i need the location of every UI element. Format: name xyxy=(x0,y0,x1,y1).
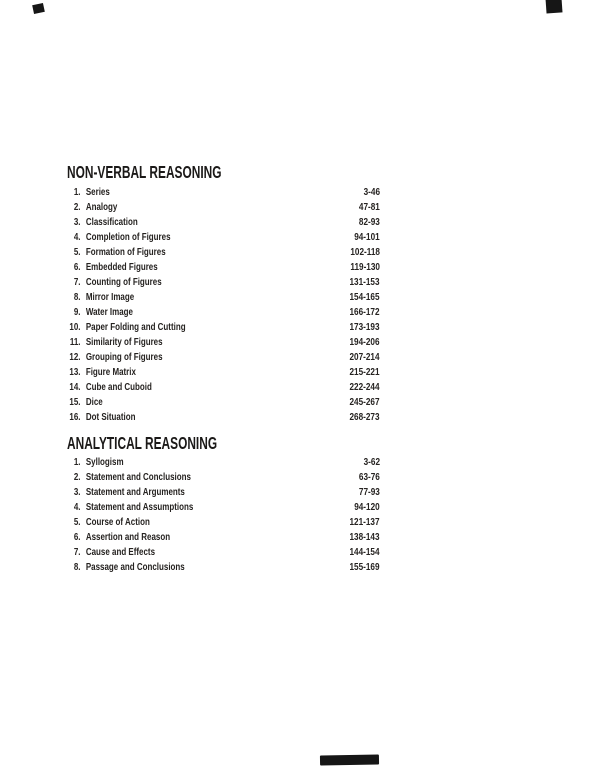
entry-number: 4. xyxy=(73,501,81,513)
entry-page-range: 102-118 xyxy=(350,246,380,258)
toc-entry xyxy=(60,500,380,515)
toc-entry-left xyxy=(60,410,135,425)
entry-number: 15. xyxy=(69,396,81,408)
scan-ink-mark-top-left xyxy=(32,3,45,14)
entry-number: 8. xyxy=(73,561,81,573)
entry-page-range: 268-273 xyxy=(349,411,380,423)
entry-title: Cube and Cuboid xyxy=(85,381,152,393)
entry-page-range: 3-46 xyxy=(363,186,380,198)
entry-title: Dice xyxy=(85,396,103,408)
entry-title: Classification xyxy=(85,216,138,228)
toc-entry xyxy=(60,380,380,395)
toc-entry xyxy=(60,470,380,485)
toc-entry xyxy=(60,485,380,500)
entry-number: 11. xyxy=(69,336,81,348)
entry-number: 2. xyxy=(73,201,81,213)
entry-page-range: 144-154 xyxy=(349,546,380,558)
entry-page-range: 245-267 xyxy=(349,396,380,408)
toc-entry xyxy=(60,560,380,575)
toc-entry xyxy=(60,320,380,335)
toc-entry-left xyxy=(60,245,166,260)
entry-page-range: 63-76 xyxy=(359,471,380,483)
entry-title: Syllogism xyxy=(85,456,124,468)
toc-entry xyxy=(60,530,380,545)
entry-number: 16. xyxy=(69,411,81,423)
toc-entry-left xyxy=(60,290,134,305)
entry-page-range: 94-120 xyxy=(354,501,380,513)
toc-list xyxy=(60,455,380,575)
toc-entry xyxy=(60,455,380,470)
entry-title: Grouping of Figures xyxy=(85,351,163,363)
entry-title: Embedded Figures xyxy=(85,261,158,273)
entry-title: Statement and Arguments xyxy=(85,486,185,498)
section-non-verbal-reasoning xyxy=(60,162,380,425)
entry-number: 4. xyxy=(73,231,81,243)
toc-entry xyxy=(60,350,380,365)
toc-entry-left xyxy=(60,305,133,320)
toc-entry-left xyxy=(60,320,186,335)
toc-entry xyxy=(60,260,380,275)
entry-number: 7. xyxy=(73,276,81,288)
toc-entry xyxy=(60,410,380,425)
entry-number: 5. xyxy=(73,516,81,528)
entry-page-range: 94-101 xyxy=(354,231,380,243)
entry-number: 5. xyxy=(73,246,81,258)
entry-title: Formation of Figures xyxy=(85,246,166,258)
toc-entry-left xyxy=(60,455,124,470)
toc-entry-left xyxy=(60,530,170,545)
entry-number: 6. xyxy=(73,531,81,543)
toc-entry-left xyxy=(60,395,103,410)
entry-number: 9. xyxy=(73,306,81,318)
entry-page-range: 155-169 xyxy=(349,561,380,573)
entry-title: Figure Matrix xyxy=(85,366,136,378)
entry-number: 12. xyxy=(69,351,81,363)
entry-number: 8. xyxy=(73,291,81,303)
entry-page-range: 47-81 xyxy=(359,201,380,213)
entry-title: Similarity of Figures xyxy=(85,336,163,348)
section-title: ANALYTICAL REASONING xyxy=(67,433,218,453)
entry-page-range: 215-221 xyxy=(349,366,380,378)
toc-entry-left xyxy=(60,200,117,215)
toc-entry-left xyxy=(60,470,191,485)
toc-entry-left xyxy=(60,350,163,365)
section-title: NON-VERBAL REASONING xyxy=(67,162,222,182)
entry-page-range: 138-143 xyxy=(349,531,380,543)
entry-title: Analogy xyxy=(85,201,118,213)
section-analytical-reasoning xyxy=(60,433,380,575)
toc-entry xyxy=(60,215,380,230)
entry-page-range: 194-206 xyxy=(349,336,380,348)
entry-number: 6. xyxy=(73,261,81,273)
toc-entry xyxy=(60,515,380,530)
toc-entry-left xyxy=(60,545,155,560)
scan-ink-mark-bottom-center xyxy=(320,754,379,765)
toc-entry-left xyxy=(60,380,152,395)
entry-title: Cause and Effects xyxy=(85,546,156,558)
entry-number: 10. xyxy=(69,321,81,333)
toc-entry xyxy=(60,290,380,305)
entry-page-range: 154-165 xyxy=(349,291,380,303)
toc-entry-left xyxy=(60,500,193,515)
toc-entry-left xyxy=(60,515,150,530)
toc-entry xyxy=(60,335,380,350)
entry-title: Course of Action xyxy=(85,516,150,528)
entry-page-range: 166-172 xyxy=(349,306,380,318)
toc-entry-left xyxy=(60,185,110,200)
entry-title: Assertion and Reason xyxy=(85,531,171,543)
entry-title: Mirror Image xyxy=(85,291,135,303)
entry-title: Water Image xyxy=(85,306,133,318)
toc-entry xyxy=(60,230,380,245)
toc-entry-left xyxy=(60,485,185,500)
toc-entry xyxy=(60,365,380,380)
toc-entry-left xyxy=(60,230,171,245)
entry-title: Series xyxy=(85,186,110,198)
toc-entry xyxy=(60,305,380,320)
entry-page-range: 82-93 xyxy=(359,216,380,228)
entry-page-range: 131-153 xyxy=(349,276,380,288)
toc-entry-left xyxy=(60,335,163,350)
entry-number: 14. xyxy=(69,381,81,393)
entry-page-range: 121-137 xyxy=(349,516,380,528)
toc-entry-left xyxy=(60,215,138,230)
toc-entry xyxy=(60,245,380,260)
entry-number: 2. xyxy=(73,471,81,483)
toc-entry xyxy=(60,395,380,410)
entry-page-range: 119-130 xyxy=(350,261,380,273)
entry-number: 7. xyxy=(73,546,81,558)
entry-title: Statement and Conclusions xyxy=(85,471,191,483)
toc-entry-left xyxy=(60,560,185,575)
entry-title: Passage and Conclusions xyxy=(85,561,185,573)
entry-page-range: 3-62 xyxy=(363,456,380,468)
toc-entry-left xyxy=(60,260,158,275)
toc-entry-left xyxy=(60,365,136,380)
entry-page-range: 77-93 xyxy=(359,486,380,498)
entry-page-range: 222-244 xyxy=(349,381,380,393)
entry-page-range: 207-214 xyxy=(349,351,380,363)
entry-title: Paper Folding and Cutting xyxy=(85,321,186,333)
entry-title: Completion of Figures xyxy=(85,231,171,243)
entry-number: 3. xyxy=(73,216,81,228)
entry-page-range: 173-193 xyxy=(349,321,380,333)
entry-title: Counting of Figures xyxy=(85,276,162,288)
toc-entry xyxy=(60,545,380,560)
toc-entry xyxy=(60,200,380,215)
entry-number: 3. xyxy=(73,486,81,498)
entry-number: 1. xyxy=(73,456,81,468)
toc-entry xyxy=(60,185,380,200)
toc-entry-left xyxy=(60,275,162,290)
toc-entry xyxy=(60,275,380,290)
entry-number: 1. xyxy=(73,186,81,198)
toc-list xyxy=(60,185,380,425)
scan-ink-mark-top-right xyxy=(545,0,562,14)
entry-title: Dot Situation xyxy=(85,411,136,423)
entry-number: 13. xyxy=(69,366,81,378)
entry-title: Statement and Assumptions xyxy=(85,501,194,513)
